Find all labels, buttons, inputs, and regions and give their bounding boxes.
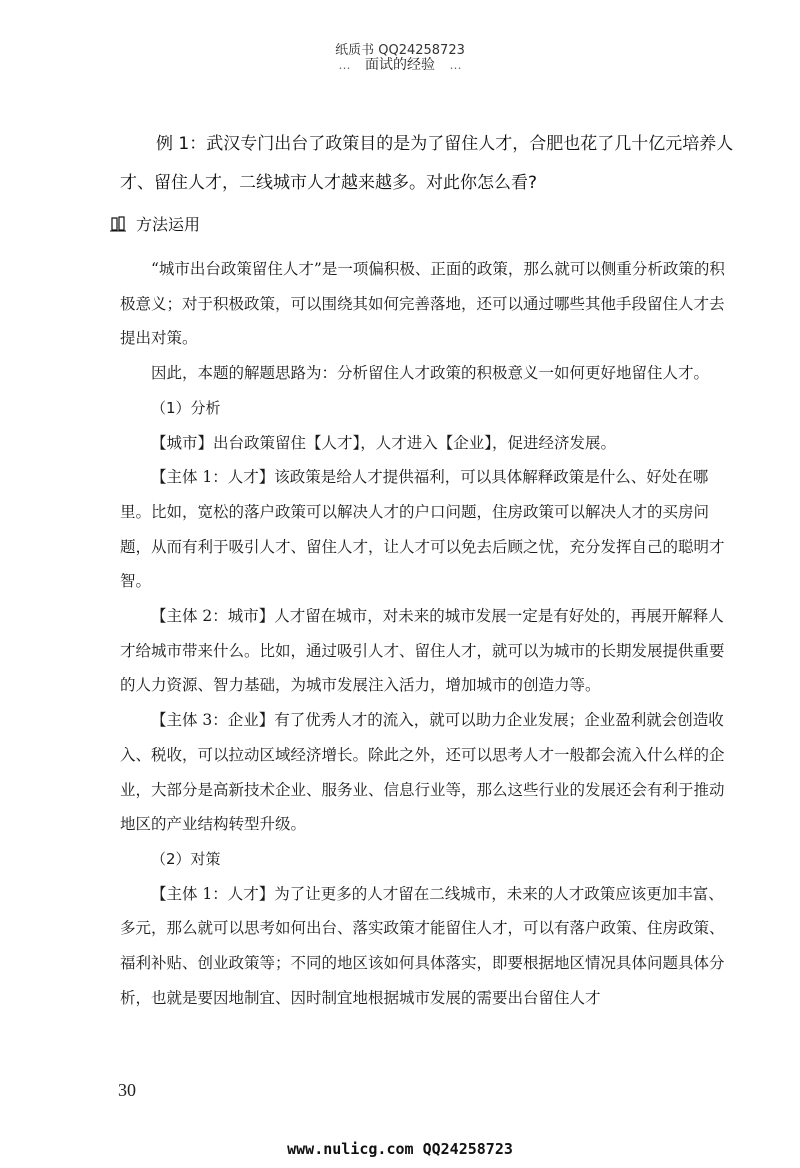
section-heading-title: 方法运用	[136, 215, 201, 234]
subheading-analysis: （1）分析	[151, 398, 221, 417]
running-head-title: 面试的经验	[365, 57, 435, 73]
page-number: 30	[118, 1080, 136, 1100]
body-text	[120, 252, 738, 1015]
subheading-countermeasures: （2）对策	[151, 849, 221, 868]
book-icon	[110, 216, 126, 232]
section-heading	[110, 212, 200, 235]
paragraph: 【主体 3：企业】有了优秀人才的流入，就可以助力企业发展；企业盈利就会创造收入、税收，可以拉动区域经济增长。除此之外，还可以思考人才一般都会流入什么样的企业，大部分是高新技术企业、服务业、信息行业等，那么这些行业的发展还会有利于推动地区的产业结构转型升级。	[120, 711, 725, 834]
header-watermark: 纸质书 QQ24258723	[335, 43, 465, 58]
running-head	[0, 54, 800, 74]
paragraph: 因此，本题的解题思路为：分析留住人才政策的积极意义一如何更好地留住人才。	[151, 364, 710, 383]
running-head-right-dots: …	[449, 58, 462, 72]
paragraph: “城市出台政策留住人才”是一项偏积极、正面的政策，那么就可以侧重分析政策的积极意义；对于积极政策，可以围绕其如何完善落地，还可以通过哪些其他手段留住人才去提出对策。	[120, 260, 725, 348]
paragraph: 【城市】出台政策留住【人才】，人才进入【企业】，促进经济发展。	[151, 433, 617, 452]
paragraph: 【主体 2：城市】人才留在城市，对未来的城市发展一定是有好处的，再展开解释人才给城市带来什么。比如，通过吸引人才、留住人才，就可以为城市的长期发展提供重要的人力资源、智力基础，为城市发展注入活力，增加城市的创造力等。	[120, 607, 725, 695]
running-head-left-dots: …	[338, 58, 351, 72]
paragraph: 【主体 1：人才】为了让更多的人才留在二线城市，未来的人才政策应该更加丰富、多元，那么就可以思考如何出台、落实政策才能留住人才，可以有落户政策、住房政策、福利补贴、创业政策等；不同的地区该如何具体落实，即要根据地区情况具体问题具体分析，也就是要因地制宜、因时制宜地根据城市发展的需要出台留住人才	[120, 884, 725, 1007]
paragraph: 【主体 1：人才】该政策是给人才提供福利，可以具体解释政策是什么、好处在哪里。比如，宽松的落户政策可以解决人才的户口问题，住房政策可以解决人才的买房问题，从而有利于吸引人才、留住人才，让人才可以免去后顾之忧，充分发挥自己的聪明才智。	[120, 468, 725, 591]
footer-watermark: www.nulicg.com QQ24258723	[287, 1140, 513, 1158]
example-question: 例 1：武汉专门出台了政策目的是为了留住人才，合肥也花了几十亿元培养人才、留住人才，二线城市人才越来越多。对此你怎么看?	[120, 134, 734, 193]
